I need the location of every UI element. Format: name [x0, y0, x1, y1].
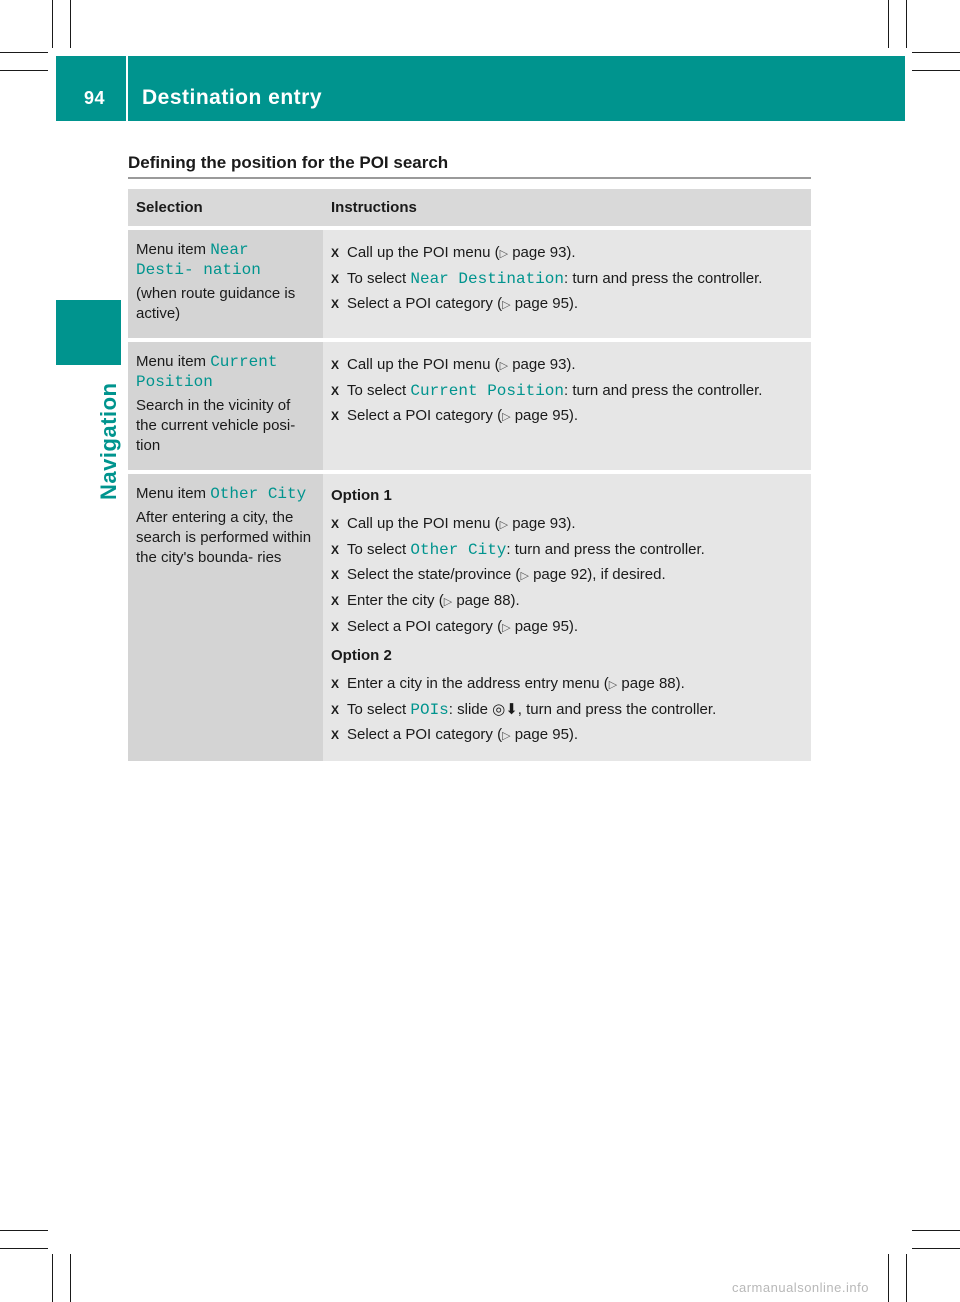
step-marker: X: [331, 620, 340, 634]
step-marker: X: [331, 703, 340, 717]
table-heading: Defining the position for the POI search: [128, 153, 449, 172]
menu-value: Current Position: [410, 382, 564, 400]
step-marker: X: [331, 246, 340, 260]
menu-value: Other City: [410, 541, 507, 559]
crop-mark: [888, 1254, 889, 1302]
crop-mark: [0, 1230, 48, 1231]
crop-mark: [912, 1248, 960, 1249]
menu-value: Current Position: [136, 353, 278, 391]
poi-position-table: [128, 185, 811, 765]
table-header-row: [128, 189, 811, 226]
side-tab-label: Navigation: [96, 382, 121, 500]
page-number: 94: [84, 88, 106, 108]
menu-prefix: Menu item: [136, 353, 207, 370]
instruction-step: X Enter the city (▷ page 88).: [331, 592, 520, 609]
option-label: Option 2: [331, 647, 392, 664]
page-ref-icon: ▷: [502, 411, 511, 423]
step-marker: X: [331, 594, 340, 608]
selection-description: Search in the vicinity of the current vehicle posi- tion: [136, 397, 296, 454]
menu-value: Other City: [210, 485, 307, 503]
page-ref-icon: ▷: [502, 299, 511, 311]
instruction-step: X Select the state/province (▷ page 92), if desired.: [331, 566, 666, 583]
instruction-step: X Select a POI category (▷ page 95).: [331, 295, 579, 312]
instruction-step: X Select a POI category (▷ page 95).: [331, 618, 579, 635]
crop-mark: [888, 0, 889, 48]
page-ref-icon: ▷: [520, 570, 529, 582]
instruction-step: X To select Other City: turn and press the controller.: [331, 541, 705, 559]
crop-mark: [70, 1254, 71, 1302]
instructions-cell: [323, 230, 811, 338]
side-tab-block: [56, 300, 121, 365]
step-marker: X: [331, 384, 340, 398]
step-marker: X: [331, 358, 340, 372]
menu-prefix: Menu item: [136, 485, 207, 502]
crop-mark: [912, 52, 960, 53]
page-ref-icon: ▷: [608, 679, 618, 691]
instruction-step: X Select a POI category (▷ page 95).: [331, 407, 579, 424]
section-title: Destination entry: [142, 86, 323, 109]
step-marker: X: [331, 297, 340, 311]
step-marker: X: [331, 677, 340, 691]
step-marker: X: [331, 272, 340, 286]
page-ref-icon: ▷: [499, 360, 509, 372]
table-row: [128, 230, 811, 338]
page-ref-icon: ▷: [502, 730, 511, 742]
crop-mark: [906, 0, 907, 48]
crop-mark: [912, 70, 960, 71]
instruction-step: X Select a POI category (▷ page 95).: [331, 726, 579, 743]
step-marker: X: [331, 568, 340, 582]
selection-cell: [128, 342, 323, 470]
instruction-step: X Call up the POI menu (▷ page 93).: [331, 515, 576, 532]
table-row: [128, 474, 811, 761]
crop-mark: [52, 0, 53, 48]
instruction-step: X To select Near Destination: turn and press the controller.: [331, 270, 763, 288]
instruction-step: X Enter a city in the address entry menu (▷ page 88).: [331, 675, 685, 692]
crop-mark: [52, 1254, 53, 1302]
crop-mark: [912, 1230, 960, 1231]
crop-mark: [0, 70, 48, 71]
instruction-step: X To select Current Position: turn and press the controller.: [331, 382, 763, 400]
menu-value: POIs: [410, 701, 449, 719]
instructions-cell: [323, 474, 811, 761]
step-marker: X: [331, 728, 340, 742]
step-marker: X: [331, 517, 340, 531]
page-ref-icon: ▷: [502, 622, 511, 634]
crop-mark: [70, 0, 71, 48]
instruction-step: X Call up the POI menu (▷ page 93).: [331, 244, 576, 261]
instructions-cell: [323, 342, 811, 470]
page-ref-icon: ▷: [499, 248, 509, 260]
page-ref-icon: ▷: [443, 596, 453, 608]
menu-value: Near Desti- nation: [136, 241, 261, 279]
selection-description: After entering a city, the search is performed within the city's bounda- ries: [136, 509, 312, 566]
crop-mark: [0, 1248, 48, 1249]
table-row: [128, 342, 811, 470]
step-marker: X: [331, 543, 340, 557]
header-selection: Selection: [128, 189, 323, 226]
page-ref-icon: ▷: [499, 519, 509, 531]
heading-rule: [128, 177, 811, 179]
option-label: Option 1: [331, 487, 392, 504]
instruction-step: X Call up the POI menu (▷ page 93).: [331, 356, 576, 373]
selection-cell: [128, 230, 323, 338]
header-instructions: Instructions: [323, 189, 811, 226]
header-separator: [126, 56, 128, 121]
watermark: carmanualsonline.info: [732, 1280, 869, 1295]
crop-mark: [0, 52, 48, 53]
selection-description: (when route guidance is active): [136, 285, 296, 322]
selection-cell: [128, 474, 323, 761]
menu-prefix: Menu item: [136, 241, 207, 258]
step-marker: X: [331, 409, 340, 423]
crop-mark: [906, 1254, 907, 1302]
menu-value: Near Destination: [410, 270, 564, 288]
instruction-step: X To select POIs: slide ◎⬇, turn and press the controller.: [331, 701, 717, 719]
